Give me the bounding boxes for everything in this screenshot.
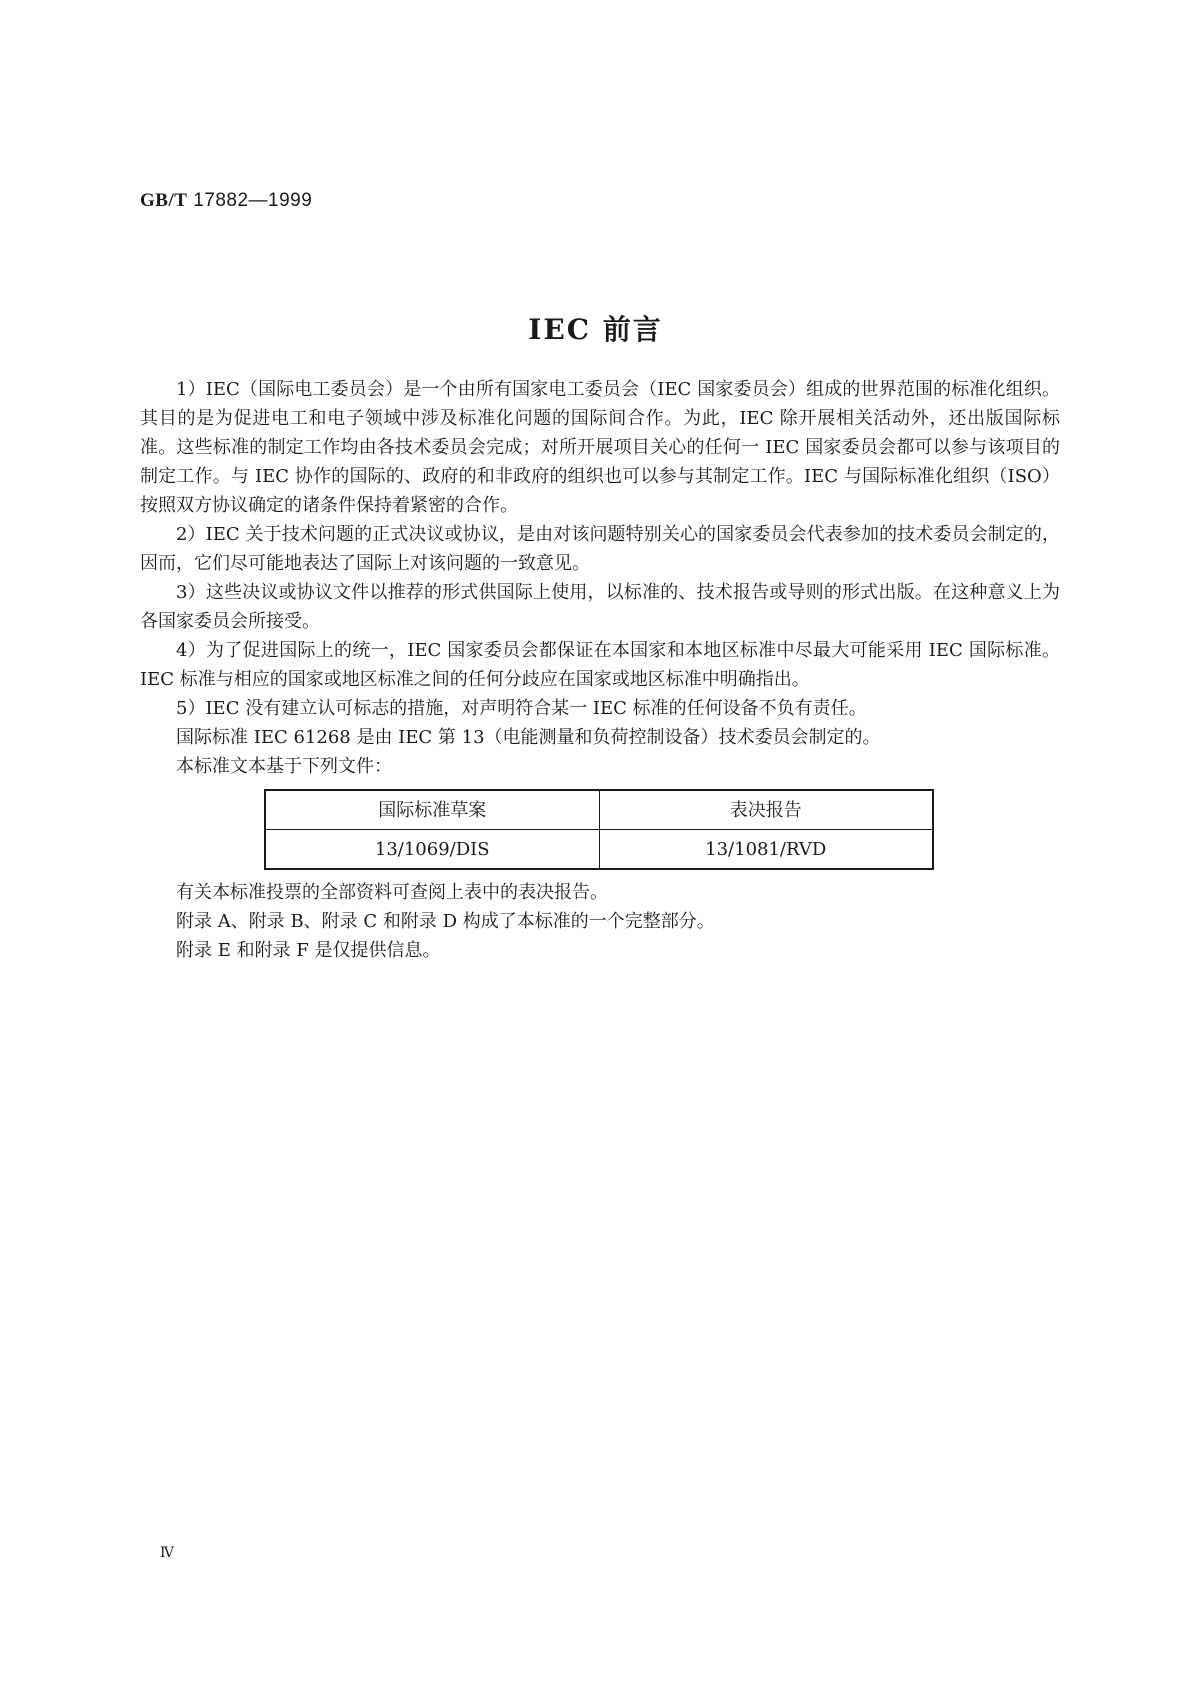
paragraph-1: 1）IEC（国际电工委员会）是一个由所有国家电工委员会（IEC 国家委员会）组成的世界范围的标准化组织。其目的是为促进电工和电子领域中涉及标准化问题的国际间合作。为此，IEC 除开展相关活动外，还出版国际标准。这些标准的制定工作均由各技术委员会完成；对所开展项目关心的任何一 IEC 国家委员会都可以参与该项目的制定工作。与 IEC 协作的国际的、政府的和非政府的组织也可以参与其制定工作。IEC 与国际标准化组织（ISO）按照双方协议确定的诸条件保持着紧密的合作。 bbox=[140, 379, 1060, 516]
paragraph-informative-annexes: 附录 E 和附录 F 是仅提供信息。 bbox=[176, 940, 441, 961]
paragraph-committee: 国际标准 IEC 61268 是由 IEC 第 13（电能测量和负荷控制设备）技术委员会制定的。 bbox=[176, 727, 881, 748]
document-body bbox=[140, 375, 1060, 965]
standard-prefix: GB/T bbox=[140, 190, 188, 211]
paragraph-2: 2）IEC 关于技术问题的正式决议或协议，是由对该问题特别关心的国家委员会代表参加的技术委员会制定的，因而，它们尽可能地表达了国际上对该问题的一致意见。 bbox=[140, 524, 1060, 574]
paragraph-5: 5）IEC 没有建立认可标志的措施，对声明符合某一 IEC 标准的任何设备不负有责任。 bbox=[176, 698, 867, 719]
table-cell: 13/1069/DIS bbox=[265, 830, 599, 870]
table-header-row bbox=[265, 790, 933, 830]
paragraph-normative-annexes: 附录 A、附录 B、附录 C 和附录 D 构成了本标准的一个完整部分。 bbox=[176, 911, 715, 932]
paragraph-4: 4）为了促进国际上的统一，IEC 国家委员会都保证在本国家和本地区标准中尽最大可能采用 IEC 国际标准。IEC 标准与相应的国家或地区标准之间的任何分歧应在国家或地区标准中明确指出。 bbox=[140, 640, 1060, 690]
table-cell: 13/1081/RVD bbox=[599, 830, 933, 870]
standard-number: 17882—1999 bbox=[193, 190, 313, 211]
page-number: Ⅳ bbox=[160, 1545, 174, 1561]
page-title: IEC 前言 bbox=[528, 313, 663, 346]
table-row bbox=[265, 830, 933, 870]
paragraph-3: 3）这些决议或协议文件以推荐的形式供国际上使用，以标准的、技术报告或导则的形式出版。在这种意义上为各国家委员会所接受。 bbox=[140, 582, 1060, 632]
documents-table bbox=[264, 789, 934, 870]
document-header bbox=[140, 190, 312, 212]
table-header-cell: 国际标准草案 bbox=[265, 790, 599, 830]
paragraph-voting: 有关本标准投票的全部资料可查阅上表中的表决报告。 bbox=[176, 882, 608, 903]
table-header-cell: 表决报告 bbox=[599, 790, 933, 830]
paragraph-basis: 本标准文本基于下列文件： bbox=[176, 756, 392, 777]
